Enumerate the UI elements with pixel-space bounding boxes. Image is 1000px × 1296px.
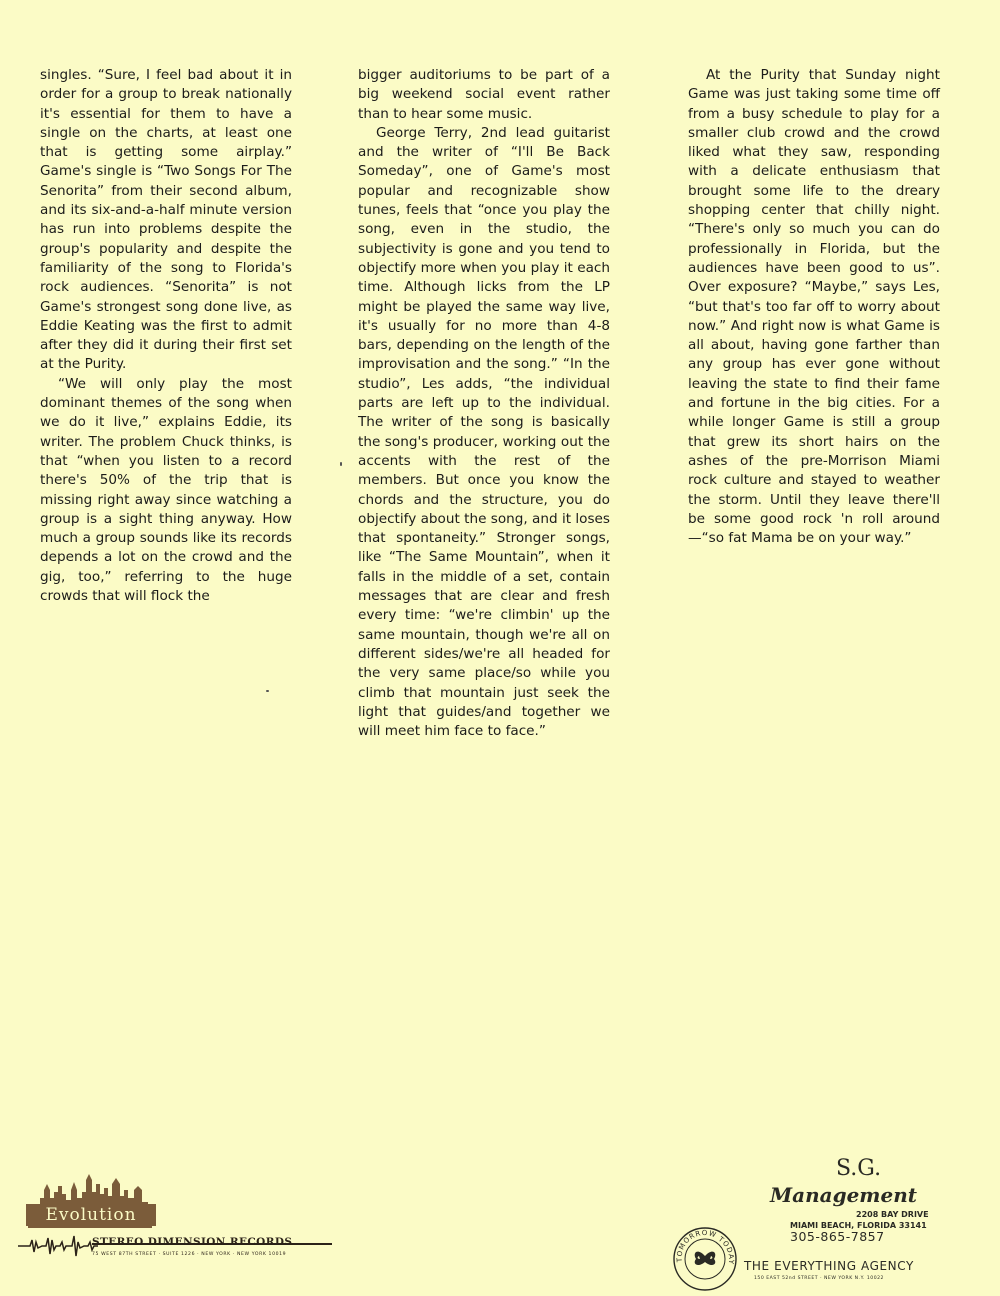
article-column-2 [358, 66, 610, 741]
agency-address: 150 EAST 52nd STREET · NEW YORK N.Y. 10022 [754, 1276, 884, 1281]
badge-text-top: TOMORROW [675, 1228, 718, 1263]
paragraph: At the Purity that Sunday night Game was just taking some time off from a busy schedule to play for a smaller club crowd and the crowd liked what they saw, responding with a delicate enthusiasm that brought some life to the dreary shopping center that chilly night. “There's only so much you can do professionally in Florida, but the audiences have been good to us”. Over exposure? “Maybe,” says Les, “but that's too far off to worry about now.” And right now is what Game is all about, having gone farther than any group has ever gone without leaving the state to find their fame and fortune in the big cities. For a while longer Game is still a group that grew its short hairs on the ashes of the pre-Morrison Miami rock culture and stayed to weather the storm. Until they leave there'll be some good rock 'n roll around—“so fat Mama be on your way.” [688, 67, 940, 547]
paragraph: “We will only play the most dominant themes of the song when we do it live,” explains Eddie, its writer. The problem Chuck thinks, is that “when you listen to a record there's 50% of the trip that is missing right away since watching a group is a sight thing anyway. How much a group sounds like its records depends a lot on the crowd and the gig, too,” referring to the huge crowds that will flock the [40, 375, 292, 605]
print-speck [266, 690, 269, 692]
sg-phone-number: 305-865-7857 [790, 1229, 885, 1244]
paragraph: George Terry, 2nd lead guitarist and the writer of “I'll Be Back Someday”, one of Game's most popular and recognizable show tunes, feels that “once you play the song, even in the studio, the subjectivity is gone and you tend to objectify more when you play it each time. Although licks from the LP might be played the same way live, it's usually for no more than 4-8 bars, depending on the length of the improvisation and the song.” “In the studio”, Les adds, “the individual parts are left up to the individual. The writer of the song is basically the song's producer, working out the accents with the rest of the members. But once you know the chords and the structure, you do objectify about the song, and it loses that spontaneity.” Stronger songs, like “The Same Mountain”, when it falls in the middle of a set, contain messages that are clear and fresh every time: “we're climbin' up the same mountain, though we're all on different sides/we're all headed for the very same place/so while you climb that mountain just seek the light that guides/and together we will meet him face to face.” [358, 124, 610, 740]
sg-city-address: MIAMI BEACH, FLORIDA 33141 [790, 1221, 927, 1230]
sg-street-address: 2208 BAY DRIVE [856, 1210, 929, 1219]
record-label-address: 75 WEST 87TH STREET · SUITE 1226 · NEW YORK · NEW YORK 10019 [92, 1252, 287, 1257]
article-column-1 [40, 66, 292, 606]
paragraph: bigger auditoriums to be part of a big weekend social event rather than to hear some music. [358, 67, 610, 122]
agency-name: THE EVERYTHING AGENCY [744, 1259, 914, 1273]
svg-text:TODAY [716, 1234, 735, 1265]
tomorrow-today-butterfly-badge [672, 1226, 738, 1292]
article-column-3 [688, 66, 940, 548]
sg-title: S.G. [836, 1156, 882, 1181]
print-speck [340, 462, 342, 466]
paragraph: singles. “Sure, I feel bad about it in order for a group to break nationally it's essential for them to have a single on the charts, at least one that is getting some airplay.” Game's single is “Two Songs For The Senorita” from their second album, and its six-and-a-half minute version has run into problems despite the group's popularity and despite the familiarity of the song to Florida's rock audiences. “Senorita” is not Game's strongest song done live, as Eddie Keating was the first to admit after they did it during their first set at the Purity. [40, 67, 292, 373]
sg-management-logo: Management [770, 1183, 917, 1207]
record-label-name: STEREO DIMENSION RECORDS [92, 1236, 293, 1248]
badge-text-right: TODAY [716, 1235, 736, 1266]
evolution-logo-text: Evolution [45, 1205, 137, 1225]
